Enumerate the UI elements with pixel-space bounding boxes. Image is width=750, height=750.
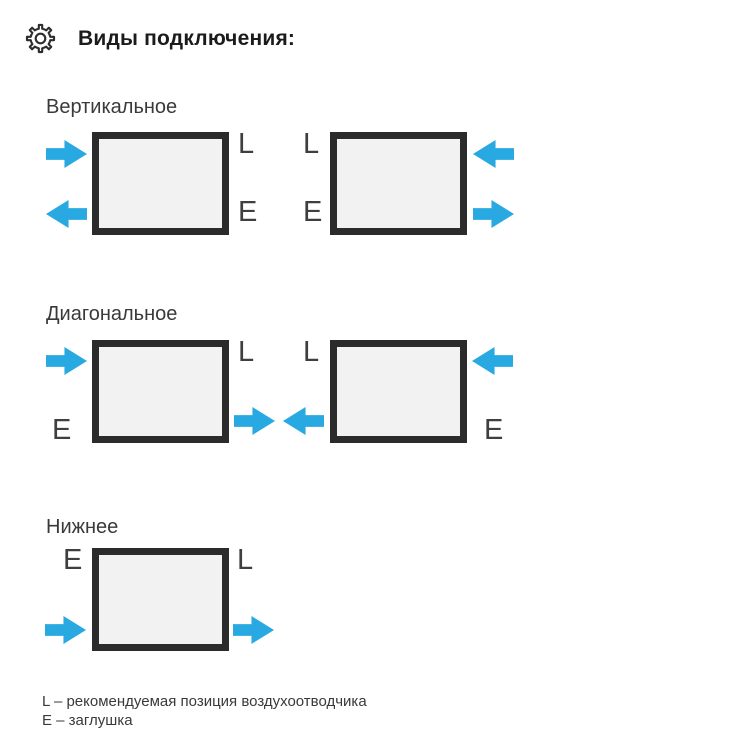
outlet-arrow (46, 200, 87, 228)
gear-icon (24, 22, 57, 55)
inlet-arrow (472, 347, 513, 375)
radiator-body (92, 548, 229, 651)
radiator-body (330, 340, 467, 443)
plug-label: E (238, 196, 258, 228)
section-title-diagonal: Диагональное (46, 303, 178, 325)
radiator-body (92, 132, 229, 235)
page-title: Виды подключения: (78, 27, 296, 50)
legend (42, 692, 367, 730)
outlet-arrow (473, 200, 514, 228)
plug-label: E (484, 414, 504, 446)
legend-plug-line: E – заглушка (42, 712, 133, 729)
plug-label: E (303, 196, 323, 228)
outlet-arrow (283, 407, 324, 435)
inlet-arrow (46, 140, 87, 168)
vent-label: L (237, 544, 254, 576)
plug-label: E (52, 414, 72, 446)
inlet-arrow (473, 140, 514, 168)
vent-label: L (238, 336, 255, 368)
radiator-body (92, 340, 229, 443)
outlet-arrow (234, 407, 275, 435)
vent-label: L (238, 128, 255, 160)
inlet-arrow (46, 347, 87, 375)
inlet-arrow (45, 616, 86, 644)
section-title-vertical: Вертикальное (46, 96, 178, 118)
radiator-body (330, 132, 467, 235)
vent-label: L (303, 336, 320, 368)
vent-label: L (303, 128, 320, 160)
legend-vent-line: L – рекомендуемая позиция воздухоотводчика (42, 693, 367, 710)
section-title-bottom: Нижнее (46, 516, 119, 538)
plug-label: E (63, 544, 83, 576)
outlet-arrow (233, 616, 274, 644)
